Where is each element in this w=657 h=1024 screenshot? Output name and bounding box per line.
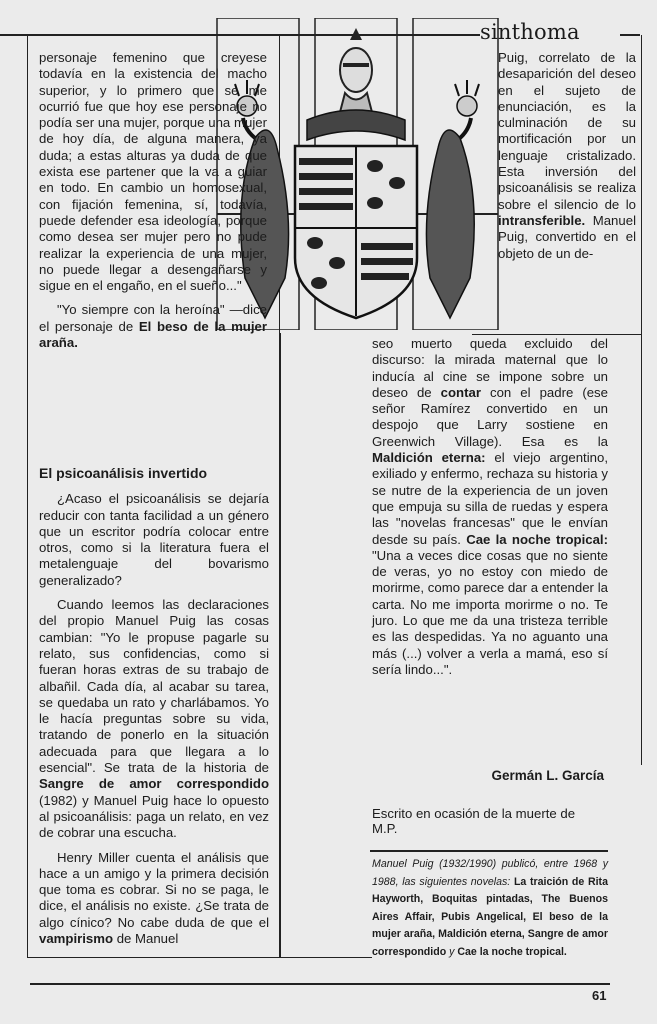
paragraph bbox=[39, 850, 269, 948]
paragraph bbox=[372, 336, 608, 678]
book-title: Sangre de amor correspondido bbox=[39, 776, 269, 792]
dedication-note: Escrito en ocasión de la muerte de M.P. bbox=[372, 806, 576, 836]
quote-text: "Yo siempre con la heroína" —dice el personaje de bbox=[39, 302, 267, 334]
paragraph bbox=[498, 50, 636, 262]
note-text: Manuel Puig (1932/1990) publicó, entre 1968 y 1988, las siguientes novelas: bbox=[372, 858, 608, 888]
author-signature: Germán L. García bbox=[491, 768, 604, 783]
note-divider bbox=[370, 850, 608, 852]
book-title: El beso de la mujer araña. bbox=[39, 318, 267, 351]
paragraph-text: seo muerto queda excluido del discurso: la mirada maternal que lo inducía al cine se impone sobre un deseo de bbox=[372, 336, 608, 400]
emphasis: contar bbox=[440, 384, 481, 400]
paragraph-text: Manuel Puig, convertido en el objeto de un de- bbox=[498, 212, 636, 261]
paragraph: ¿Acaso el psicoanálisis se dejaría reducir con tanta facilidad a un género que un escritor podría colocar entre otros, como si la literatura fuera el metalenguaje del bovarismo generalizado? bbox=[39, 491, 269, 588]
bibliography-note bbox=[372, 856, 608, 961]
section-heading: El psicoanálisis invertido bbox=[39, 465, 208, 481]
left-column-upper bbox=[39, 50, 267, 359]
paragraph-text: con el padre (ese señor Ramírez convertido en un despojo que Larry sostiene en Greenwich Village). Esa es la bbox=[372, 384, 608, 449]
page-number: 61 bbox=[592, 988, 607, 1003]
right-column-upper bbox=[498, 50, 636, 270]
paragraph-text: "Una a veces dice cosas que no siente de veras, yo no estoy con miedo de morirme, como parece dar a entender la carta. No me importa morirme o no. Te juro. Lo que me da una tristeza terrible es las despedidas. Ya no aguanto una más (...) volver a verla a mamá, eso sí sería lindo...". bbox=[372, 547, 608, 677]
middle-column bbox=[372, 336, 608, 686]
paragraph: personaje femenino que creyese todavía en la existencia del macho superior, y lo primero que se me ocurrió fue que hoy ese personaje no podía ser una mujer, porque una mujer de hoy día, de alguna manera, ya duda; a estas alturas ya duda de que exista ese partener que la va a guiar en todo. En cambio un homosexual, con fijación femenina, sí, todavía, puede defender esa ideología, porque como desea ser mujer pero no pude realizar la experiencia de una mujer, no puede llegar a desengañarse y sigue en el engaño, en el sueño..." bbox=[39, 50, 267, 294]
paragraph-text: Puig, correlato de la desaparición del deseo en el sujeto de enunciación, es la culminación de su mortificación por un lenguaje cristalizado. Esta inversión del psicoanálisis se realiza sobre el silencio de lo bbox=[498, 50, 636, 212]
paragraph-text: el viejo argentino, exiliado y enfermo, rechaza su historia y se nutre de la experiencia de un joven que empuja su silla de ruedas y espera las "novelas francesas" que le envían desde su país. bbox=[372, 450, 608, 547]
novel-list: La traición de Rita Hayworth, Boquitas pintadas, The Buenos Aires Affair, Pubis Angelical, El beso de la mujer araña, Maldición eterna, Sangre de amor correspondido bbox=[372, 875, 608, 958]
emphasis: vampirismo bbox=[39, 931, 114, 947]
paragraph-text: Henry Miller cuenta el análisis que hace a un amigo y la primera decisión que toma es cobrar. Si no se paga, le dice, el análisis no existe. ¿Se trata de algo cínico? No cabe duda de que el bbox=[39, 849, 269, 930]
center-bottom-frame bbox=[280, 333, 372, 958]
novel-title: Cae la noche tropical. bbox=[457, 945, 567, 958]
note-text: y bbox=[446, 945, 458, 958]
paragraph-text: Cuando leemos las declaraciones del propio Manuel Puig las cosas cambian: "Yo le propuse pagarle su relato, sus confidencias, como si fueran horas extras de su trabajo de albañil. Cada día, al acabar su tarea, se quedaba un rato y charlábamos. Yo le hacía preguntas sobre su vida, tratando de ponerlo en la situación adecuada para que llegara a lo esencial". Se trata de la historia de bbox=[39, 597, 269, 776]
paragraph bbox=[39, 597, 269, 841]
paragraph-text: (1982) y Manuel Puig hace lo opuesto al psicoanálisis: paga un relato, en vez de cobrar una escucha. bbox=[39, 792, 269, 841]
book-title: Maldición eterna: bbox=[372, 450, 486, 466]
left-column-body bbox=[39, 465, 269, 955]
book-title: Cae la noche tropical: bbox=[466, 531, 608, 547]
emphasis: intransferible. bbox=[498, 212, 586, 228]
footer-rule bbox=[30, 983, 610, 985]
journal-title: sinthoma bbox=[480, 20, 580, 44]
paragraph-text: de Manuel bbox=[113, 931, 179, 947]
quote-paragraph bbox=[39, 302, 267, 351]
